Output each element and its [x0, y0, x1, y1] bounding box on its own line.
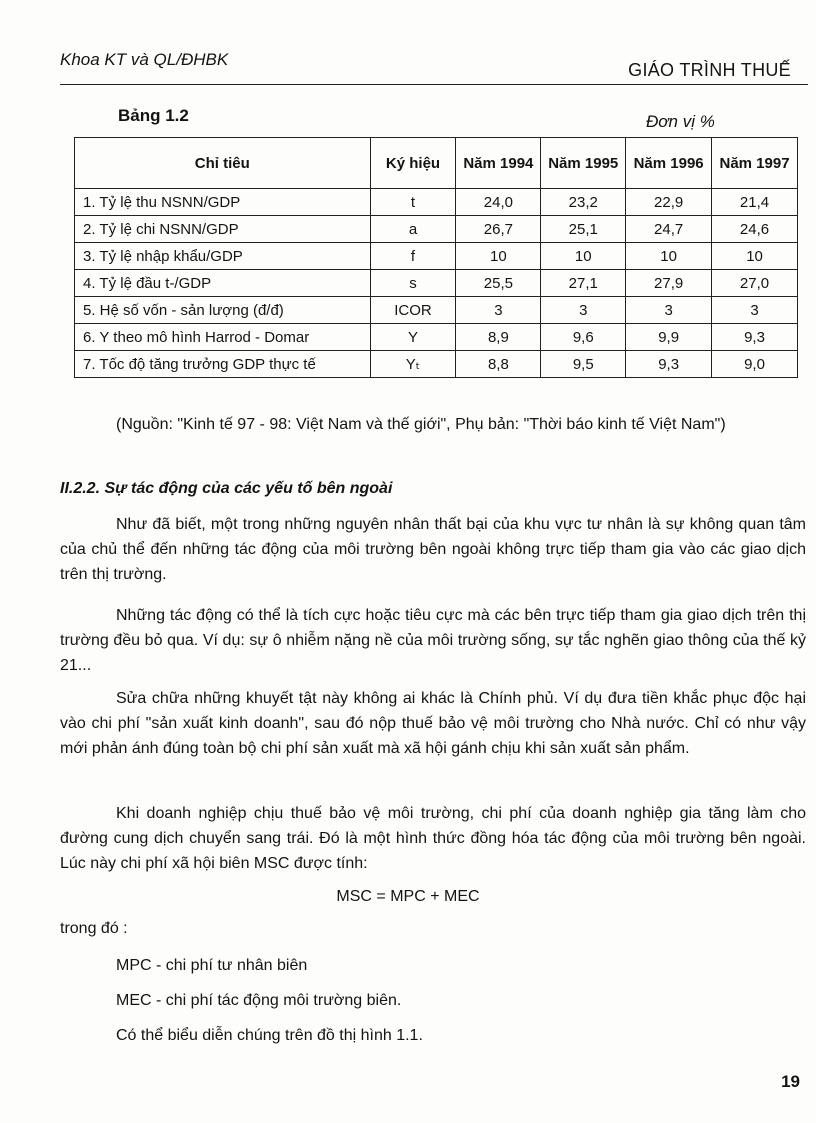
value-cell: 22,9 — [626, 189, 712, 216]
table-header-cell: Năm 1996 — [626, 138, 712, 189]
definition-mpc: MPC - chi phí tư nhân biên — [116, 957, 308, 974]
page-number: 19 — [781, 1072, 800, 1091]
value-cell: 24,6 — [712, 216, 798, 243]
value-cell: 24,0 — [456, 189, 541, 216]
symbol-cell: Y — [370, 324, 456, 351]
value-cell: 9,3 — [712, 324, 798, 351]
value-cell: 9,9 — [626, 324, 712, 351]
value-cell: 27,1 — [541, 270, 626, 297]
value-cell: 23,2 — [541, 189, 626, 216]
table-header-cell: Chỉ tiêu — [75, 138, 371, 189]
table-unit: Đơn vị % — [646, 112, 715, 131]
paragraph-2: Những tác động có thể là tích cực hoặc tiêu cực mà các bên trực tiếp tham gia giao dịch trên thị trường đều bỏ qua. Ví dụ: sự ô nhiễm nặng nề của môi trường sống, sự tắc nghẽn giao thông của thế kỷ 21... — [60, 607, 806, 674]
header-left-text: Khoa KT và QL/ĐHBK — [60, 50, 229, 69]
value-cell: 27,0 — [712, 270, 798, 297]
section-title: II.2.2. Sự tác động của các yếu tố bên ngoài — [60, 480, 393, 497]
indicator-cell: 7. Tốc độ tăng trưởng GDP thực tế — [75, 351, 371, 378]
value-cell: 25,5 — [456, 270, 541, 297]
value-cell: 10 — [541, 243, 626, 270]
value-cell: 9,3 — [626, 351, 712, 378]
value-cell: 10 — [712, 243, 798, 270]
data-table — [74, 137, 798, 378]
symbol-cell: Yₜ — [370, 351, 456, 378]
formula: MSC = MPC + MEC — [336, 888, 480, 905]
value-cell: 9,6 — [541, 324, 626, 351]
table-header-row — [75, 138, 798, 189]
table-header-cell: Năm 1995 — [541, 138, 626, 189]
indicator-cell: 6. Y theo mô hình Harrod - Domar — [75, 324, 371, 351]
paragraph-3: Sửa chữa những khuyết tật này không ai khác là Chính phủ. Ví dụ đưa tiền khắc phục độc hại vào chi phí "sản xuất kinh doanh", sau đó nộp thuế bảo vệ môi trường cho Nhà nước. Chỉ có như vậy mới phản ánh đúng toàn bộ chi phí sản xuất mà xã hội gánh chịu khi sản xuất sản phẩm. — [60, 690, 806, 757]
indicator-cell: 1. Tỷ lệ thu NSNN/GDP — [75, 189, 371, 216]
table-row — [75, 297, 798, 324]
value-cell: 26,7 — [456, 216, 541, 243]
value-cell: 3 — [541, 297, 626, 324]
value-cell: 10 — [626, 243, 712, 270]
header-right-text: GIÁO TRÌNH THUẾ — [628, 60, 791, 80]
value-cell: 8,9 — [456, 324, 541, 351]
indicator-cell: 4. Tỷ lệ đầu t-/GDP — [75, 270, 371, 297]
table-row — [75, 351, 798, 378]
table-caption: Bảng 1.2 — [118, 106, 189, 125]
symbol-cell: a — [370, 216, 456, 243]
indicator-cell: 3. Tỷ lệ nhập khẩu/GDP — [75, 243, 371, 270]
symbol-cell: s — [370, 270, 456, 297]
table-row — [75, 324, 798, 351]
indicator-cell: 2. Tỷ lệ chi NSNN/GDP — [75, 216, 371, 243]
symbol-cell: f — [370, 243, 456, 270]
definition-mec: MEC - chi phí tác động môi trường biên. — [116, 992, 402, 1009]
value-cell: 10 — [456, 243, 541, 270]
table-header-cell: Ký hiệu — [370, 138, 456, 189]
value-cell: 9,0 — [712, 351, 798, 378]
table-header-cell: Năm 1997 — [712, 138, 798, 189]
paragraph-1: Như đã biết, một trong những nguyên nhân thất bại của khu vực tư nhân là sự không quan tâm của chủ thể đến những tác động của môi trường bên ngoài không trực tiếp tham gia vào các giao dịch trên thị trường. — [60, 516, 806, 583]
table-source-note: (Nguồn: "Kinh tế 97 - 98: Việt Nam và thế giới", Phụ bản: "Thời báo kinh tế Việt Nam") — [116, 416, 726, 433]
value-cell: 8,8 — [456, 351, 541, 378]
value-cell: 25,1 — [541, 216, 626, 243]
indicator-cell: 5. Hệ số vốn - sản lượng (đ/đ) — [75, 297, 371, 324]
header-divider — [60, 84, 808, 85]
table-header-cell: Năm 1994 — [456, 138, 541, 189]
paragraph-4: Khi doanh nghiệp chịu thuế bảo vệ môi trường, chi phí của doanh nghiệp gia tăng làm cho đường cung dịch chuyển sang trái. Đó là một hình thức đồng hóa tác động của môi trường bên ngoài. Lúc này chi phí xã hội biên MSC được tính: — [60, 805, 806, 872]
value-cell: 3 — [456, 297, 541, 324]
where-label: trong đó : — [60, 920, 128, 937]
symbol-cell: t — [370, 189, 456, 216]
value-cell: 3 — [626, 297, 712, 324]
value-cell: 3 — [712, 297, 798, 324]
table-row — [75, 243, 798, 270]
table-row — [75, 270, 798, 297]
table-row — [75, 216, 798, 243]
table-body — [75, 189, 798, 378]
value-cell: 27,9 — [626, 270, 712, 297]
closing-sentence: Có thể biểu diễn chúng trên đồ thị hình 1.1. — [116, 1027, 423, 1044]
value-cell: 21,4 — [712, 189, 798, 216]
value-cell: 24,7 — [626, 216, 712, 243]
value-cell: 9,5 — [541, 351, 626, 378]
table-row — [75, 189, 798, 216]
symbol-cell: ICOR — [370, 297, 456, 324]
